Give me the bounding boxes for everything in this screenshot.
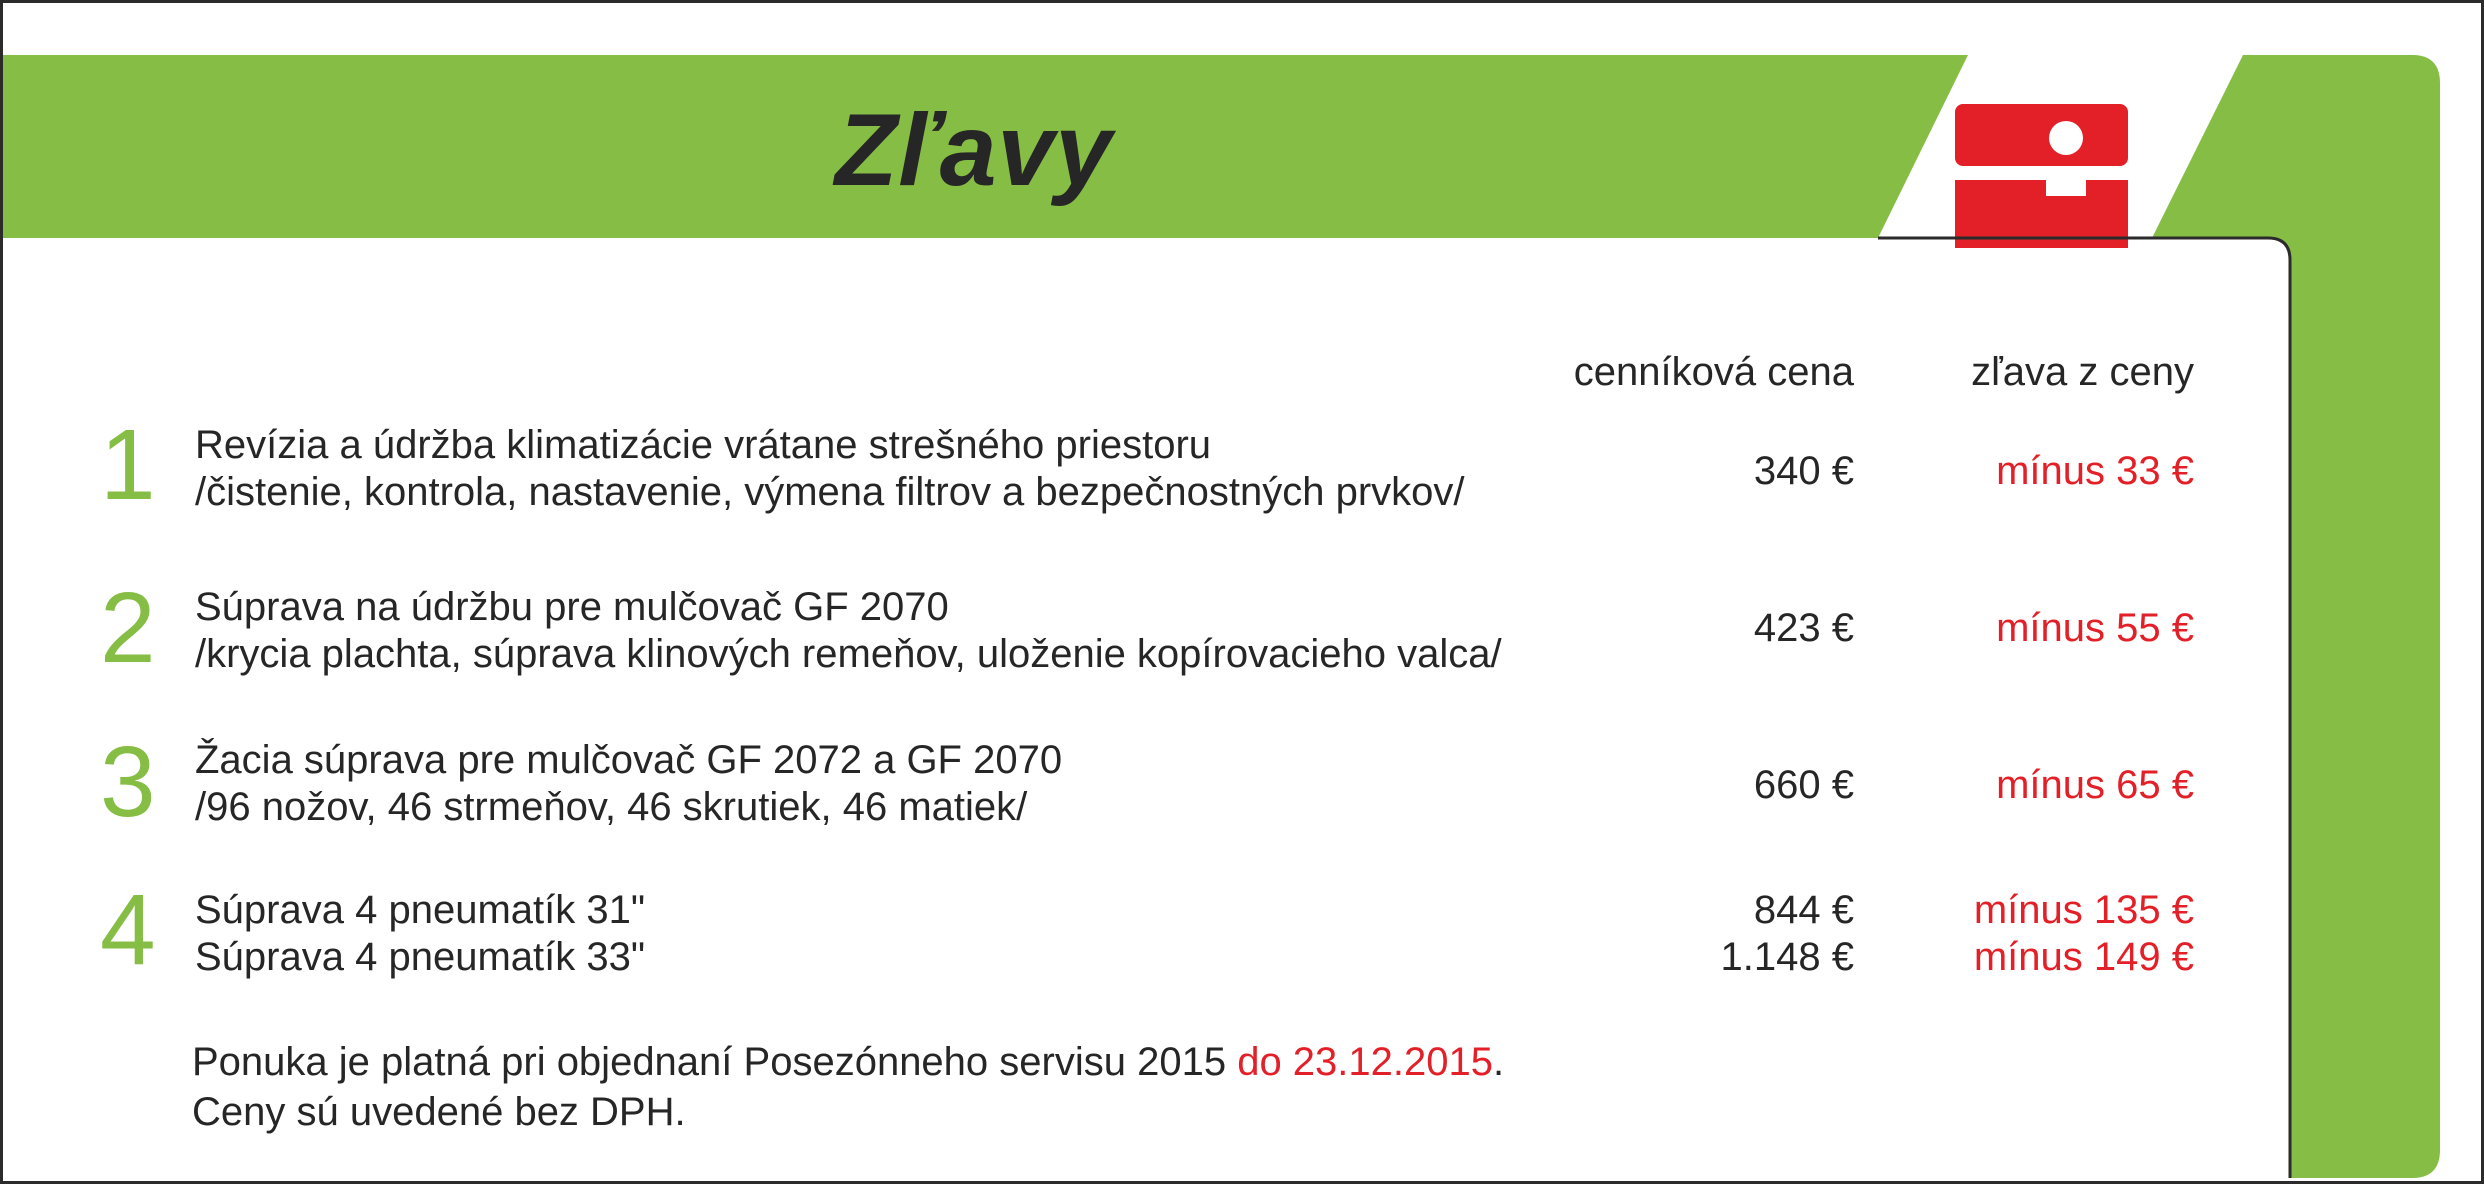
item-1-price: 340 € — [1753, 449, 1854, 493]
item-2-line-1: Súprava na údržbu pre mulčovač GF 2070 — [195, 585, 949, 629]
footer-validity-text: Ponuka je platná pri objednaní Posezónneho servisu 2015 — [192, 1040, 1238, 1084]
item-2-price: 423 € — [1753, 606, 1854, 650]
page-title: Zľavy — [835, 93, 1113, 207]
item-4-price-2: 1.148 € — [1720, 935, 1854, 979]
footer-validity-end: . — [1493, 1040, 1505, 1084]
item-3-line-2: /96 nožov, 46 strmeňov, 46 skrutiek, 46 matiek/ — [195, 785, 1028, 829]
item-4-price-1: 844 € — [1753, 888, 1854, 932]
item-4-discount-1: mínus 135 € — [1973, 888, 2194, 932]
item-number-3: 3 — [100, 726, 156, 838]
item-4-line-1: Súprava 4 pneumatík 31" — [195, 888, 646, 932]
footer-validity-date: do 23.12.2015 — [1237, 1040, 1494, 1084]
item-2-discount: mínus 55 € — [1996, 606, 2194, 650]
right-band — [2152, 55, 2440, 1178]
column-header-discount: zľava z ceny — [1971, 350, 2194, 394]
item-1-discount: mínus 33 € — [1996, 449, 2194, 493]
item-1-line-1: Revízia a údržba klimatizácie vrátane strešného priestoru — [195, 423, 1212, 467]
brand-logo-icon — [1955, 104, 2128, 248]
item-3-price: 660 € — [1753, 763, 1854, 807]
item-3-discount: mínus 65 € — [1996, 763, 2194, 807]
footer-vat-note: Ceny sú uvedené bez DPH. — [192, 1090, 686, 1134]
item-4-discount-2: mínus 149 € — [1973, 935, 2194, 979]
item-number-2: 2 — [100, 572, 156, 684]
item-number-1: 1 — [100, 409, 156, 521]
item-4-line-2: Súprava 4 pneumatík 33" — [195, 935, 646, 979]
column-header-list-price: cenníková cena — [1573, 350, 1854, 394]
item-3-line-1: Žacia súprava pre mulčovač GF 2072 a GF 2070 — [195, 738, 1063, 782]
footer-validity — [192, 1040, 1504, 1085]
item-2-line-2: /krycia plachta, súprava klinových remeňov, uloženie kopírovacieho valca/ — [195, 632, 1502, 676]
item-number-4: 4 — [100, 874, 156, 986]
item-1-line-2: /čistenie, kontrola, nastavenie, výmena filtrov a bezpečnostných prvkov/ — [195, 470, 1465, 514]
